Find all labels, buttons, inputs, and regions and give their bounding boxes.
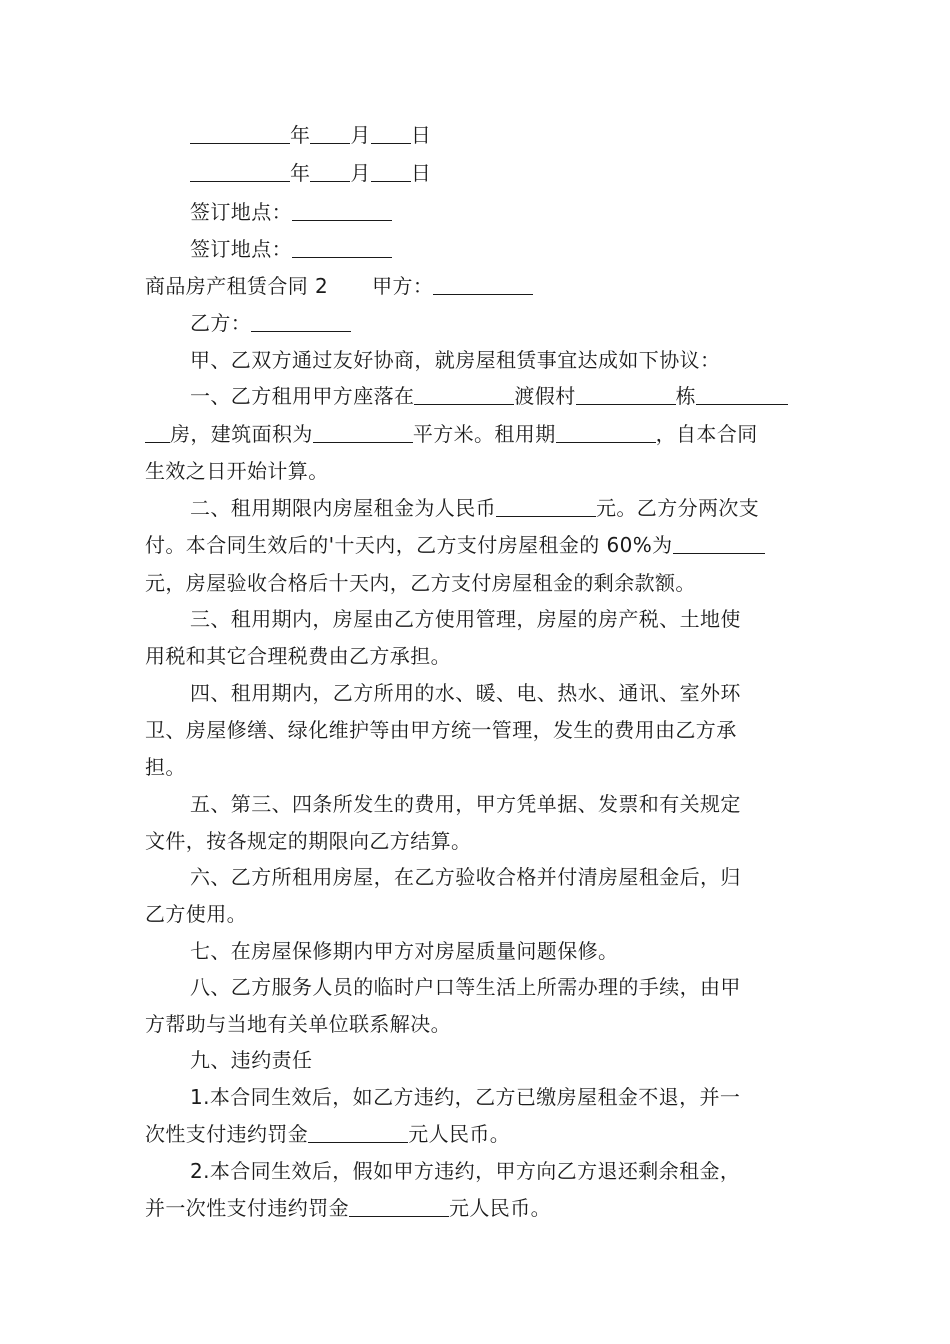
clause-text: 方帮助与当地有关单位联系解决。: [145, 1012, 451, 1036]
clause-8-line-2: [145, 1006, 810, 1042]
clause-text: 房，建筑面积为: [170, 422, 313, 446]
party-b-line: [190, 305, 810, 341]
clause-4-line-3: [145, 749, 810, 785]
blank-underline: [292, 235, 392, 258]
blank-underline: [696, 382, 788, 405]
intro-text: 甲、乙双方通过友好协商，就房屋租赁事宜达成如下协议：: [190, 348, 721, 372]
clause-text: 元，房屋验收合格后十天内，乙方支付房屋租金的剩余款额。: [145, 571, 696, 595]
clause-text: 付。本合同生效后的'十天内，乙方支付房屋租金的 60%为: [145, 533, 673, 557]
clause-text: 生效之日开始计算。: [145, 459, 329, 483]
party-a-label: 甲方：: [372, 274, 434, 298]
clause-text: 元人民币。: [449, 1196, 551, 1220]
clause-text: 元。乙方分两次支: [596, 496, 760, 520]
clause-8-line-1: [190, 969, 810, 1005]
clause-text: 一、乙方租用甲方座落在: [190, 384, 415, 408]
blank-underline: [313, 420, 413, 443]
clause-9-title: [190, 1042, 810, 1078]
contract-title: 商品房产租赁合同 2: [145, 274, 329, 298]
clause-text: 卫、房屋修缮、绿化维护等由甲方统一管理，发生的费用由乙方承: [145, 718, 737, 742]
clause-9-1-line-1: [190, 1079, 810, 1115]
clause-text: 七、在房屋保修期内甲方对房屋质量问题保修。: [190, 939, 619, 963]
blank-underline: [145, 420, 170, 443]
clause-9-2-line-1: [190, 1153, 810, 1189]
date-line-1: [190, 117, 810, 153]
blank-underline: [292, 198, 392, 221]
party-b-label: 乙方：: [190, 311, 252, 335]
clause-text: ，自本合同: [655, 422, 758, 446]
clause-text: 文件，按各规定的期限向乙方结算。: [145, 829, 472, 853]
clause-3-line-2: [145, 638, 810, 674]
sign-place-line-1: [190, 194, 810, 230]
blank-underline: [371, 121, 411, 144]
clause-1-line-2: [145, 416, 810, 452]
sign-place-label: 签订地点：: [190, 200, 292, 224]
clause-6-line-1: [190, 859, 810, 895]
sign-place-label: 签订地点：: [190, 237, 292, 261]
date-month-label: 月: [350, 123, 371, 147]
blank-underline: [190, 121, 290, 144]
clause-2-line-2: [145, 527, 810, 563]
date-year-label: 年: [290, 123, 311, 147]
clause-text: 担。: [145, 755, 186, 779]
clause-2-line-1: [190, 490, 810, 526]
blank-underline: [673, 531, 765, 554]
clause-7-line-1: [190, 933, 810, 969]
blank-underline: [251, 309, 351, 332]
clause-text: 平方米。租用期: [412, 422, 556, 446]
date-day-label: 日: [410, 123, 432, 147]
clause-text: 2.本合同生效后，假如甲方违约，甲方向乙方退还剩余租金，: [190, 1159, 741, 1183]
date-year-label: 年: [290, 161, 311, 185]
date-line-2: [190, 155, 810, 191]
clause-text: 三、租用期内，房屋由乙方使用管理，房屋的房产税、土地使: [190, 607, 741, 631]
date-month-label: 月: [350, 161, 371, 185]
clause-text: 乙方使用。: [145, 902, 247, 926]
clause-5-line-2: [145, 823, 810, 859]
clause-text: 六、乙方所租用房屋，在乙方验收合格并付清房屋租金后，归: [190, 865, 741, 889]
blank-underline: [556, 420, 656, 443]
contract-title-line: [145, 268, 810, 304]
clause-1-line-1: [190, 378, 810, 414]
blank-underline: [576, 382, 676, 405]
blank-underline: [310, 159, 350, 182]
blank-underline: [308, 1120, 408, 1143]
clause-9-2-line-2: [145, 1190, 810, 1226]
blank-underline: [310, 121, 350, 144]
clause-4-line-2: [145, 712, 810, 748]
blank-underline: [190, 159, 290, 182]
clause-heading: 九、违约责任: [190, 1048, 313, 1072]
date-day-label: 日: [410, 161, 432, 185]
clause-3-line-1: [190, 601, 810, 637]
clause-text: 并一次性支付违约罚金: [145, 1196, 349, 1220]
clause-1-line-3: [145, 453, 810, 489]
blank-underline: [371, 159, 411, 182]
clause-text: 四、租用期内，乙方所用的水、暖、电、热水、通讯、室外环: [190, 681, 741, 705]
clause-5-line-1: [190, 786, 810, 822]
blank-underline: [349, 1194, 449, 1217]
blank-underline: [433, 272, 533, 295]
intro-paragraph: [190, 342, 810, 378]
clause-text: 五、第三、四条所发生的费用，甲方凭单据、发票和有关规定: [190, 792, 741, 816]
clause-text: 栋: [675, 384, 697, 408]
clause-text: 八、乙方服务人员的临时户口等生活上所需办理的手续，由甲: [190, 975, 741, 999]
sign-place-line-2: [190, 231, 810, 267]
clause-text: 用税和其它合理税费由乙方承担。: [145, 644, 451, 668]
clause-4-line-1: [190, 675, 810, 711]
clause-2-line-3: [145, 565, 810, 601]
clause-text: 次性支付违约罚金: [145, 1122, 309, 1146]
clause-text: 元人民币。: [408, 1122, 511, 1146]
clause-9-1-line-2: [145, 1116, 810, 1152]
blank-underline: [496, 494, 596, 517]
clause-text: 渡假村: [514, 384, 576, 408]
blank-underline: [414, 382, 514, 405]
clause-text: 1.本合同生效后，如乙方违约，乙方已缴房屋租金不退，并一: [190, 1085, 741, 1109]
clause-text: 二、租用期限内房屋租金为人民币: [190, 496, 496, 520]
clause-6-line-2: [145, 896, 810, 932]
